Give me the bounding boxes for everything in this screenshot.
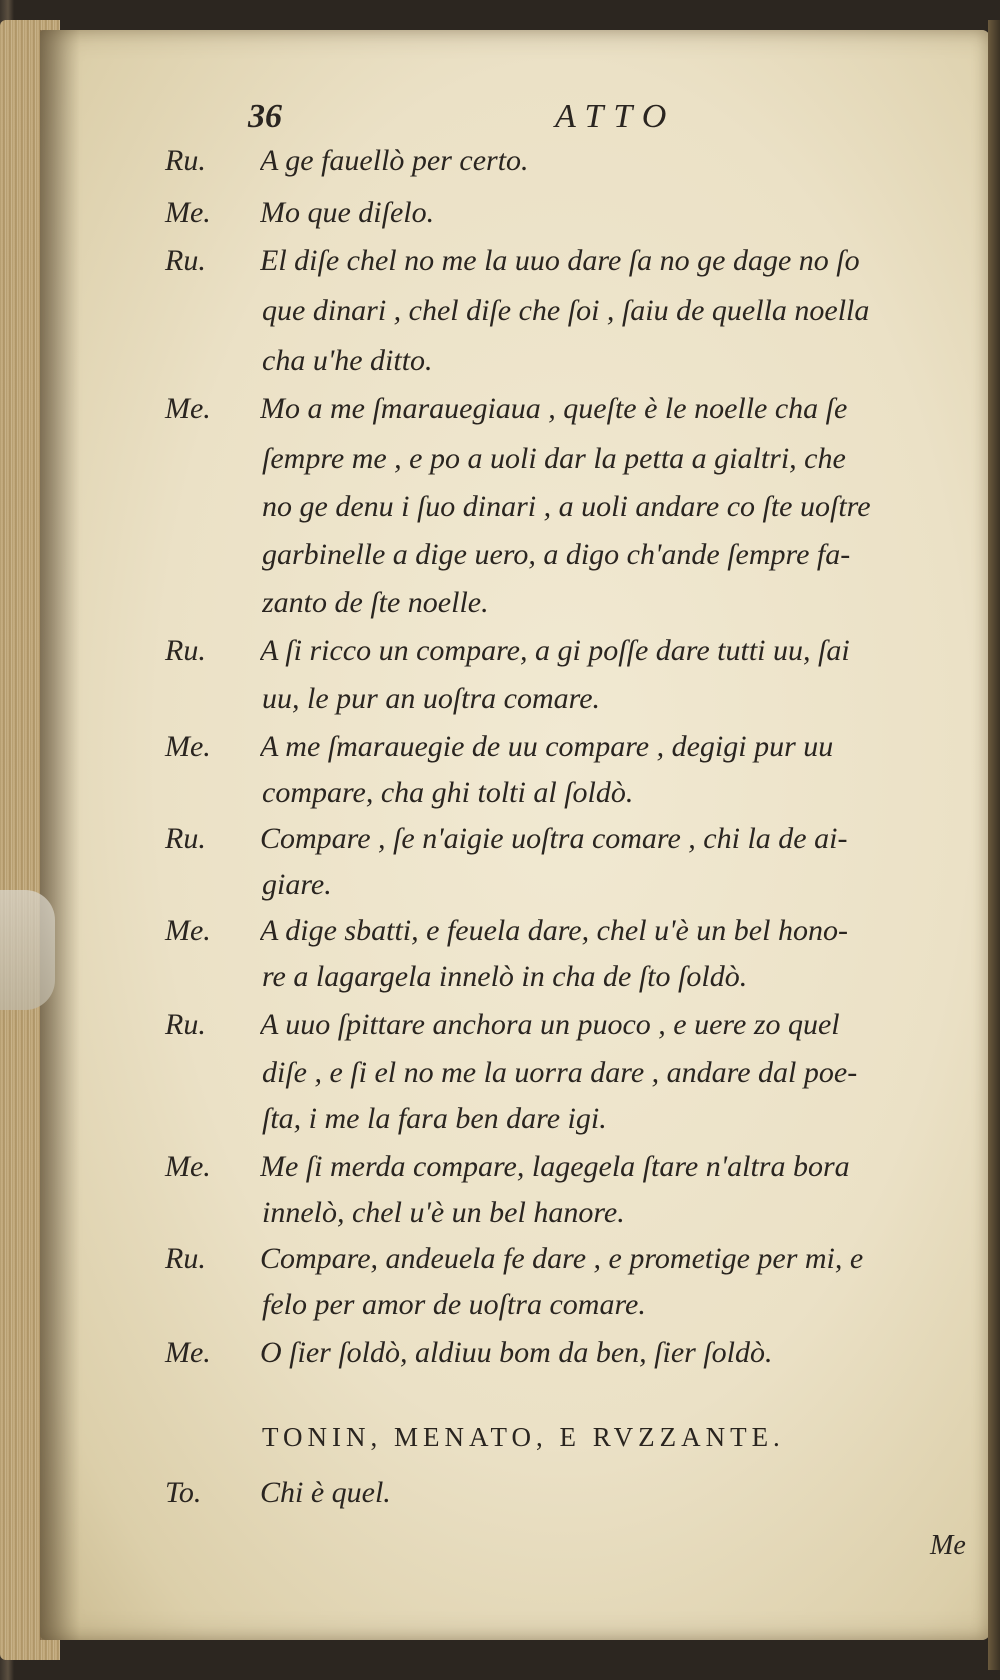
speaker-label: Ru. <box>165 822 206 855</box>
speech-line: Mo a me ſmarauegiaua , queſte è le noelle cha ſe <box>260 392 848 425</box>
page-number: 36 <box>248 98 282 135</box>
cover-edge <box>988 20 1000 1670</box>
speech-line: no ge denu i ſuo dinari , a uoli andare co ſte uoſtre <box>262 490 871 523</box>
catchword: Me <box>930 1530 966 1561</box>
speech-line: A uuo ſpittare anchora un puoco , e uere zo quel <box>260 1008 840 1041</box>
speech-line: Mo que diſelo. <box>260 196 435 229</box>
speech-line: A ſi ricco un compare, a gi poſſe dare tutti uu, ſai <box>260 634 850 667</box>
speaker-label: To. <box>165 1476 202 1509</box>
speaker-label: Me. <box>165 1336 211 1369</box>
speaker-label: Me. <box>165 196 211 229</box>
speech-line: compare, cha ghi tolti al ſoldò. <box>262 776 634 809</box>
speech-line: cha u'he ditto. <box>262 344 433 377</box>
speech-line: giare. <box>262 868 332 901</box>
speaker-label: Me. <box>165 392 211 425</box>
speaker-label: Ru. <box>165 1242 206 1275</box>
speech-line: innelò, chel u'è un bel hanore. <box>262 1196 625 1229</box>
speech-line: A ge fauellò per certo. <box>260 144 529 177</box>
speech-line: felo per amor de uoſtra comare. <box>262 1288 646 1321</box>
speech-line: A dige sbatti, e feuela dare, chel u'è un bel hono- <box>260 914 848 947</box>
speaker-label: Ru. <box>165 244 206 277</box>
page-clip <box>0 890 55 1010</box>
speaker-label: Me. <box>165 730 211 763</box>
speech-line: Chi è quel. <box>260 1476 391 1509</box>
speaker-label: Ru. <box>165 634 206 667</box>
speech-line: Me ſi merda compare, lagegela ſtare n'altra bora <box>260 1150 850 1183</box>
page-header <box>0 98 1000 142</box>
speech-line: O ſier ſoldò, aldiuu bom da ben, ſier ſoldò. <box>260 1336 773 1369</box>
running-head: ATTO <box>555 98 677 135</box>
scene-heading: TONIN, MENATO, E RVZZANTE. <box>262 1422 785 1452</box>
speech-line: Compare , ſe n'aigie uoſtra comare , chi la de ai- <box>260 822 848 855</box>
speech-line: A me ſmarauegie de uu compare , degigi pur uu <box>260 730 834 763</box>
speech-line: uu, le pur an uoſtra comare. <box>262 682 601 715</box>
speech-line: ſempre me , e po a uoli dar la petta a gialtri, che <box>262 442 846 475</box>
speech-line: Compare, andeuela fe dare , e prometige per mi, e <box>260 1242 864 1275</box>
speech-line: que dinari , chel diſe che ſoi , ſaiu de quella noella <box>262 294 870 327</box>
speaker-label: Ru. <box>165 1008 206 1041</box>
speech-line: garbinelle a dige uero, a digo ch'ande ſempre fa- <box>262 538 851 571</box>
speech-line: re a lagargela innelò in cha de ſto ſoldò. <box>262 960 748 993</box>
speech-line: ſta, i me la fara ben dare igi. <box>262 1102 607 1135</box>
speech-line: El diſe chel no me la uuo dare ſa no ge dage no ſo <box>260 244 860 277</box>
speech-line: zanto de ſte noelle. <box>262 586 489 619</box>
speaker-label: Me. <box>165 1150 211 1183</box>
gutter-shadow <box>40 30 80 1640</box>
speaker-label: Ru. <box>165 144 206 177</box>
speech-line: diſe , e ſi el no me la uorra dare , andare dal poe- <box>262 1056 858 1089</box>
speaker-label: Me. <box>165 914 211 947</box>
